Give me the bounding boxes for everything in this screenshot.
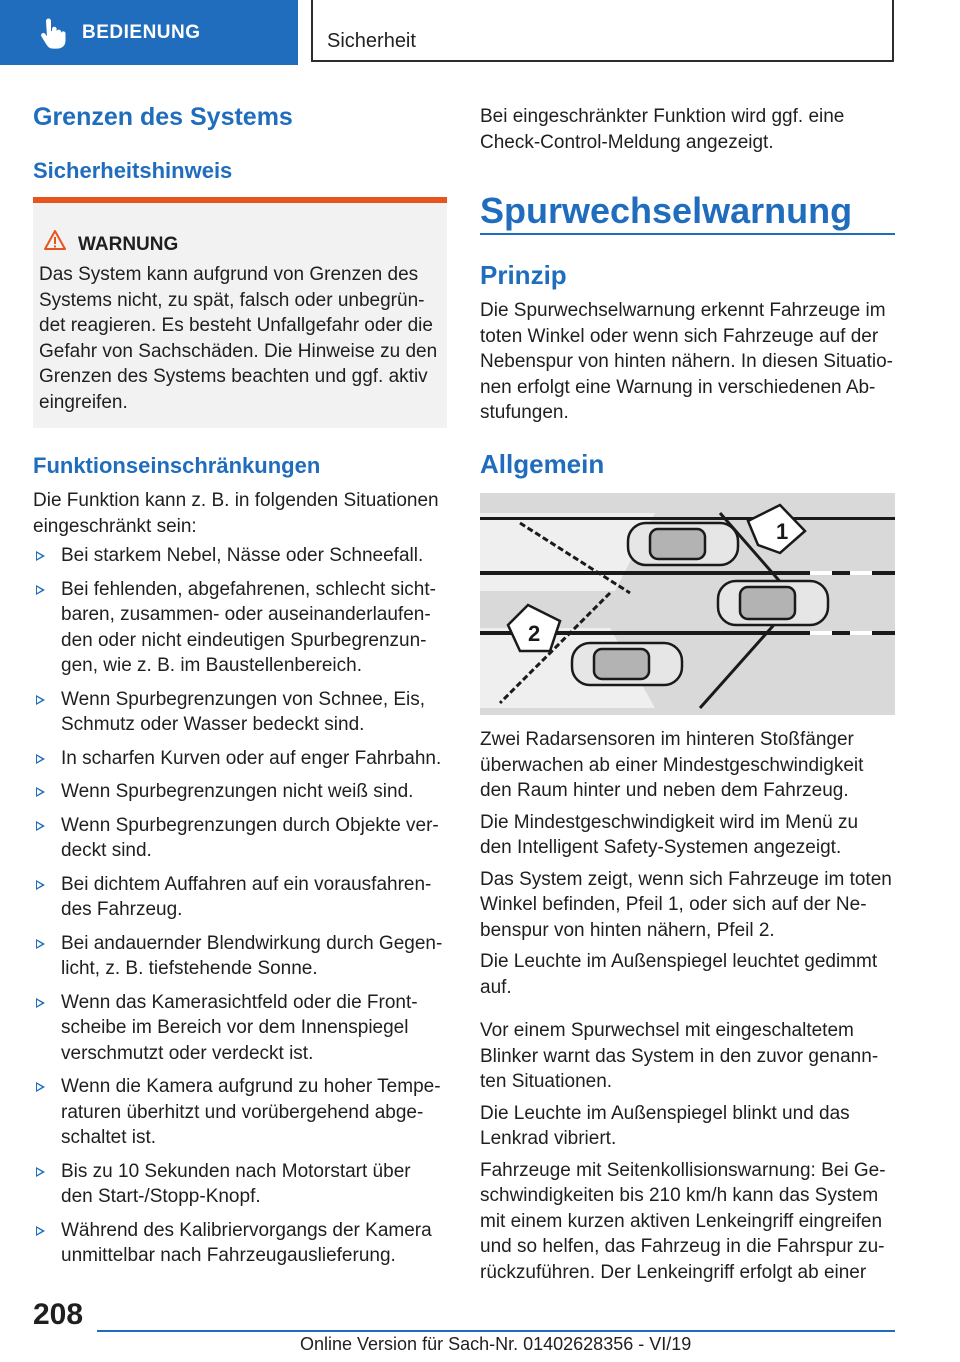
general-paragraphs — [480, 727, 895, 1285]
paragraph: Die Mindestgeschwindigkeit wird im Menü zu den Intelligent Safety-Systemen angezeigt. — [480, 811, 859, 858]
warning-text: Das System kann aufgrund von Grenzen des Systems nicht, zu spät, falsch oder unbegrün‐det reagieren. Es besteht Unfallgefahr oder die Gefahr von Sachschäden. Die Hinweise zu den Grenzen des Systems beachten und ggf. aktiv eingreifen. — [39, 264, 438, 413]
intro-text: Bei eingeschränkter Funktion wird ggf. eine Check-Control-Meldung angezeigt. — [480, 106, 845, 153]
arrow-1-label: 1 — [776, 519, 789, 544]
list-item: Wenn die Kamera aufgrund zu hoher Tempe‐raturen überhitzt und vorübergehend abge‐schaltet ist. — [33, 1074, 447, 1151]
title-underline — [480, 233, 895, 235]
page-number: 208 — [33, 1298, 84, 1331]
warning-title: WARNUNG — [78, 234, 179, 255]
bullet-triangle-icon — [36, 939, 45, 949]
footer-divider — [97, 1330, 895, 1332]
paragraph: Die Leuchte im Außenspiegel leuchtet gedimmt auf. — [480, 951, 878, 998]
left-title: Grenzen des Systems — [33, 103, 293, 131]
limits-intro: Die Funktion kann z. B. in folgenden Situationen eingeschränkt sein: — [33, 490, 439, 537]
footer-text: Online Version für Sach-Nr. 01402628356 - VI/19 — [300, 1334, 692, 1354]
left-subtitle: Sicherheitshinweis — [33, 158, 233, 183]
bullet-triangle-icon — [36, 1082, 45, 1092]
chapter-title: Sicherheit — [327, 30, 416, 52]
list-item: Bei dichtem Auffahren auf ein vorausfahren‐des Fahrzeug. — [33, 872, 447, 923]
section-tab-bedienung[interactable] — [0, 0, 298, 65]
paragraph: Die Leuchte im Außenspiegel blinkt und das Lenkrad vibriert. — [480, 1102, 850, 1149]
limits-list — [33, 543, 447, 1277]
list-item: Wenn Spurbegrenzungen durch Objekte ver‐deckt sind. — [33, 813, 447, 864]
bullet-triangle-icon — [36, 585, 45, 595]
list-item: Wenn Spurbegrenzungen von Schnee, Eis, Schmutz oder Wasser bedeckt sind. — [33, 687, 447, 738]
car-bottom — [572, 643, 682, 685]
bullet-triangle-icon — [36, 787, 45, 797]
principle-text: Die Spurwechselwarnung erkennt Fahrzeuge im toten Winkel oder wenn sich Fahrzeuge auf der Nebenspur von hinten nähern. In diesen Situatio‐nen erfolgt eine Warnung in verschiedenen Ab‐stufungen. — [480, 300, 893, 423]
list-item: Bei fehlenden, abgefahrenen, schlecht sicht‐baren, zusammen- oder auseinanderlaufen‐den oder nicht eindeutigen Spurbegrenzun‐gen, wie z. B. im Baustellenbereich. — [33, 577, 447, 679]
paragraph: Zwei Radarsensoren im hinteren Stoßfänger überwachen ab einer Mindestgeschwindigkeit den Raum hinter und neben dem Fahrzeug. — [480, 729, 864, 801]
bullet-triangle-icon — [36, 998, 45, 1008]
bullet-triangle-icon — [36, 695, 45, 705]
arrow-2-label: 2 — [528, 621, 541, 646]
list-item: Bei starkem Nebel, Nässe oder Schneefall. — [33, 543, 447, 569]
list-item: In scharfen Kurven oder auf enger Fahrbahn. — [33, 746, 447, 772]
list-item: Während des Kalibriervorgangs der Kamera unmittelbar nach Fahrzeugauslieferung. — [33, 1218, 447, 1269]
bullet-triangle-icon — [36, 880, 45, 890]
limits-title: Funktionseinschränkungen — [33, 453, 321, 478]
paragraph: Fahrzeuge mit Seitenkollisionswarnung: Bei Ge‐schwindigkeiten bis 210 km/h kann das System mit einem kurzen aktiven Lenkeingriff eingreifen und so helfen, das Fahrzeug in die Fahrspur zu‐rückzuführen. Der Lenkeingriff erfolgt ab einer — [480, 1159, 886, 1283]
bullet-triangle-icon — [36, 754, 45, 764]
general-title: Allgemein — [480, 449, 605, 479]
paragraph: Das System zeigt, wenn sich Fahrzeuge im toten Winkel befinden, Pfeil 1, oder sich auf der Ne‐benspur von hinten nähern, Pfeil 2. — [480, 868, 892, 941]
bullet-triangle-icon — [36, 821, 45, 831]
warning-triangle-icon — [44, 229, 66, 251]
bullet-triangle-icon — [36, 1226, 45, 1236]
section-tab-label: BEDIENUNG — [82, 21, 201, 43]
principle-title: Prinzip — [480, 260, 567, 290]
warning-box — [33, 197, 447, 428]
car-middle — [718, 581, 828, 625]
bullet-triangle-icon — [36, 551, 45, 561]
paragraph: Vor einem Spurwechsel mit eingeschaltetem Blinker warnt das System in den zuvor genann‐ten Situationen. — [480, 1020, 879, 1092]
list-item: Bei andauernder Blendwirkung durch Gegen‐licht, z. B. tiefstehende Sonne. — [33, 931, 447, 982]
list-item: Wenn Spurbegrenzungen nicht weiß sind. — [33, 779, 447, 805]
list-item: Wenn das Kamerasichtfeld oder die Front‐scheibe im Bereich vor dem Innenspiegel verschmutzt oder verdeckt ist. — [33, 990, 447, 1067]
car-top — [628, 523, 738, 565]
bullet-triangle-icon — [36, 1167, 45, 1177]
chapter-header — [311, 0, 894, 62]
list-item: Bis zu 10 Sekunden nach Motorstart über den Start-/Stopp-Knopf. — [33, 1159, 447, 1210]
lane-change-illustration — [480, 493, 895, 715]
main-title: Spurwechselwarnung — [480, 190, 853, 231]
hand-pointer-icon — [36, 17, 68, 49]
